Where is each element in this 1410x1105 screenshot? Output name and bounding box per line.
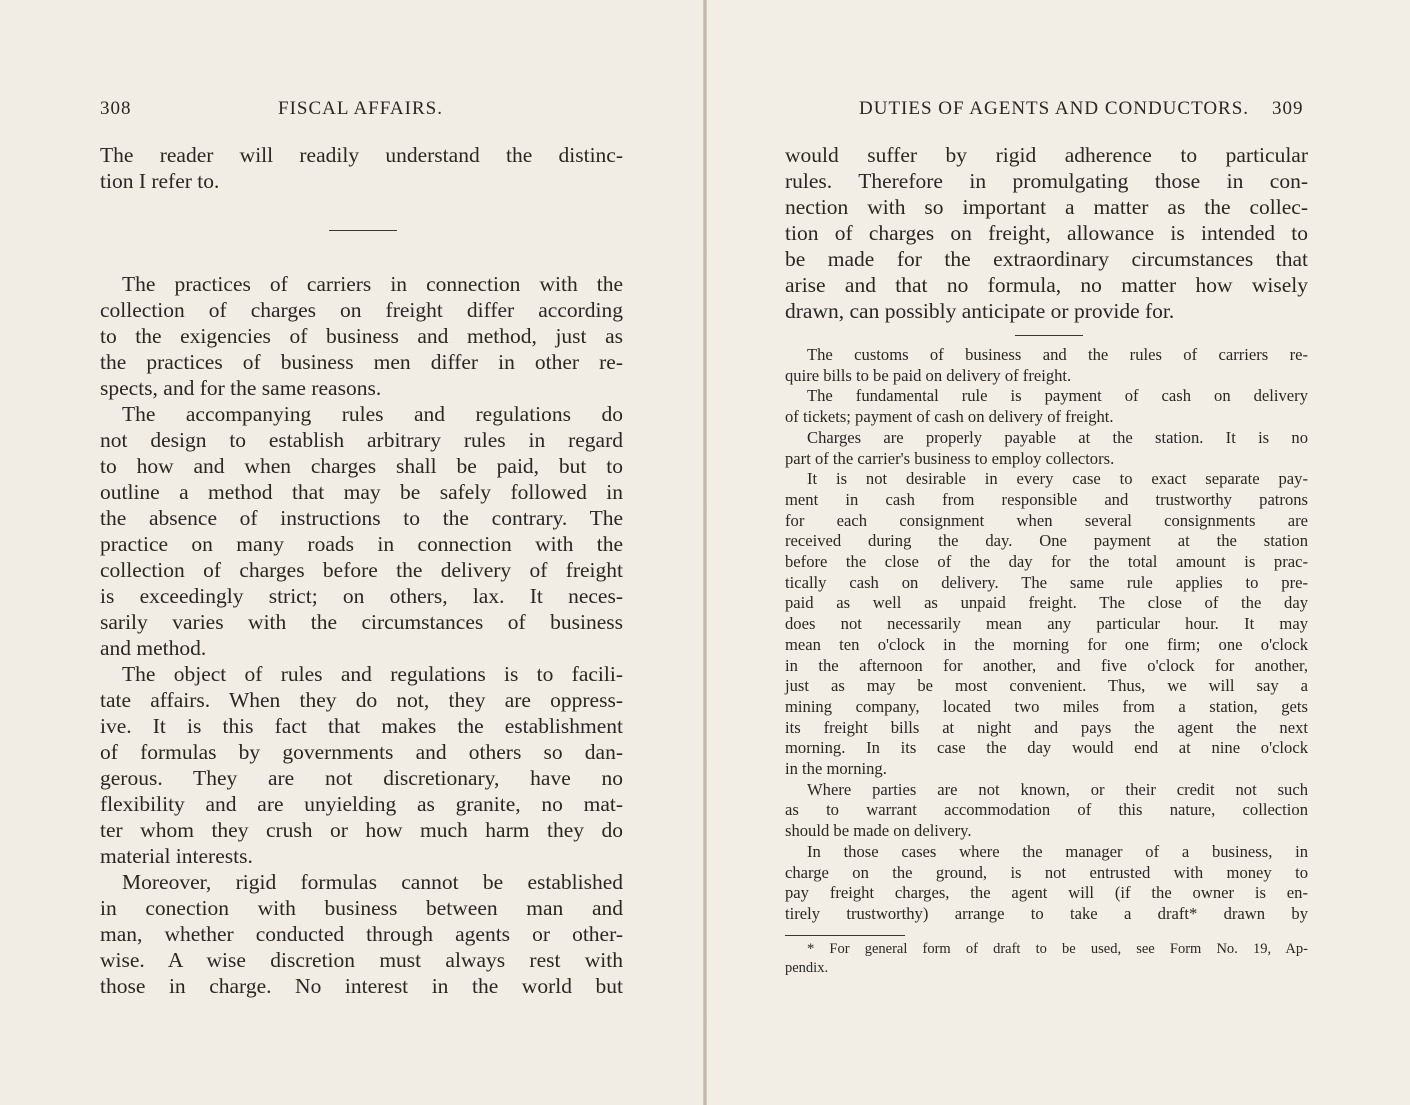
left-paragraph-4: Moreover, rigid formulas cannot be established in conection with business between man and man, whether conducted through agents or other- wise. A wise discretion must always rest with those in charge. No interest in the world but [100, 870, 623, 998]
left-paragraph-2: The accompanying rules and regulations do not design to establish arbitrary rules in regard to how and when charges shall be paid, but to outline a method that may be safely followed in the absence of instructions to the contrary. The practice on many roads in connection with the collection of charges before the delivery of freight is exceedingly strict; on others, lax. It neces- sarily varies with the circumstances of business and method. [100, 402, 623, 660]
footnote-divider [785, 935, 905, 936]
left-text-column [100, 142, 623, 999]
right-running-head: DUTIES OF AGENTS AND CONDUCTORS. [859, 98, 1250, 119]
rule-5: Where parties are not known, or their credit not such as to warrant accommodation of this nature, collection should be made on delivery. [785, 779, 1308, 841]
right-text-column [785, 142, 1308, 336]
left-page [0, 0, 704, 1105]
left-running-head: FISCAL AFFAIRS. [278, 98, 443, 119]
left-paragraph-1: The practices of carriers in connection with the collection of charges on freight differ according to the exigencies of business and method, just as the practices of business men differ in other re- spects, and for the same reasons. [100, 272, 623, 400]
right-page-number: 309 [1272, 98, 1304, 119]
rule-1: The customs of business and the rules of carriers re- quire bills to be paid on delivery of freight. [785, 345, 1308, 385]
left-page-number: 308 [100, 98, 132, 119]
rule-6: In those cases where the manager of a business, in charge on the ground, is not entrusted with money to pay freight charges, the agent will (if the owner is en- tirely trustworthy) arrange to take a draft* drawn by [785, 841, 1308, 923]
footnote: * For general form of draft to be used, see Form No. 19, Ap- pendix. [785, 941, 1308, 976]
right-paragraph-0: would suffer by rigid adherence to particular rules. Therefore in promulgating those in con- nection with so important a matter as the collec- tion of charges on freight, allowance is intended to be made for the extraordinary circumstances that arise and that no formula, no matter how wisely drawn, can possibly anticipate or provide for. [785, 143, 1308, 323]
rule-2: The fundamental rule is payment of cash on delivery of tickets; payment of cash on delivery of freight. [785, 386, 1308, 427]
rule-4: It is not desirable in every case to exact separate pay- ment in cash from responsible and trustworthy patrons for each consignment when several consignments are received during the day. One payment at the station before the close of the day for the total amount is prac- tically cash on delivery. The same rule applies to pre- paid as well as unpaid freight. The close of the day does not necessarily mean any particular hour. It may mean ten o'clock in the morning for one firm; one o'clock in the afternoon for another, and five o'clock for another, just as may be most convenient. Thus, we will say a mining company, located two miles from a station, gets its freight bills at night and pays the agent the next morning. In its case the day would end at nine o'clock in the morning. [785, 469, 1308, 779]
rules-section [785, 345, 1308, 936]
rule-3: Charges are properly payable at the station. It is no part of the carrier's business to employ collectors. [785, 427, 1308, 468]
left-paragraph-3: The object of rules and regulations is to facili- tate affairs. When they do not, they are oppress- ive. It is this fact that makes the establishment of formulas by governments and others so dan- gerous. They are not discretionary, have no flexibility and are unyielding as granite, no mat- ter whom they crush or how much harm they do material interests. [100, 662, 623, 868]
left-paragraph-0: The reader will readily understand the distinc- tion I refer to. [100, 143, 623, 193]
section-divider-right [1015, 335, 1083, 336]
